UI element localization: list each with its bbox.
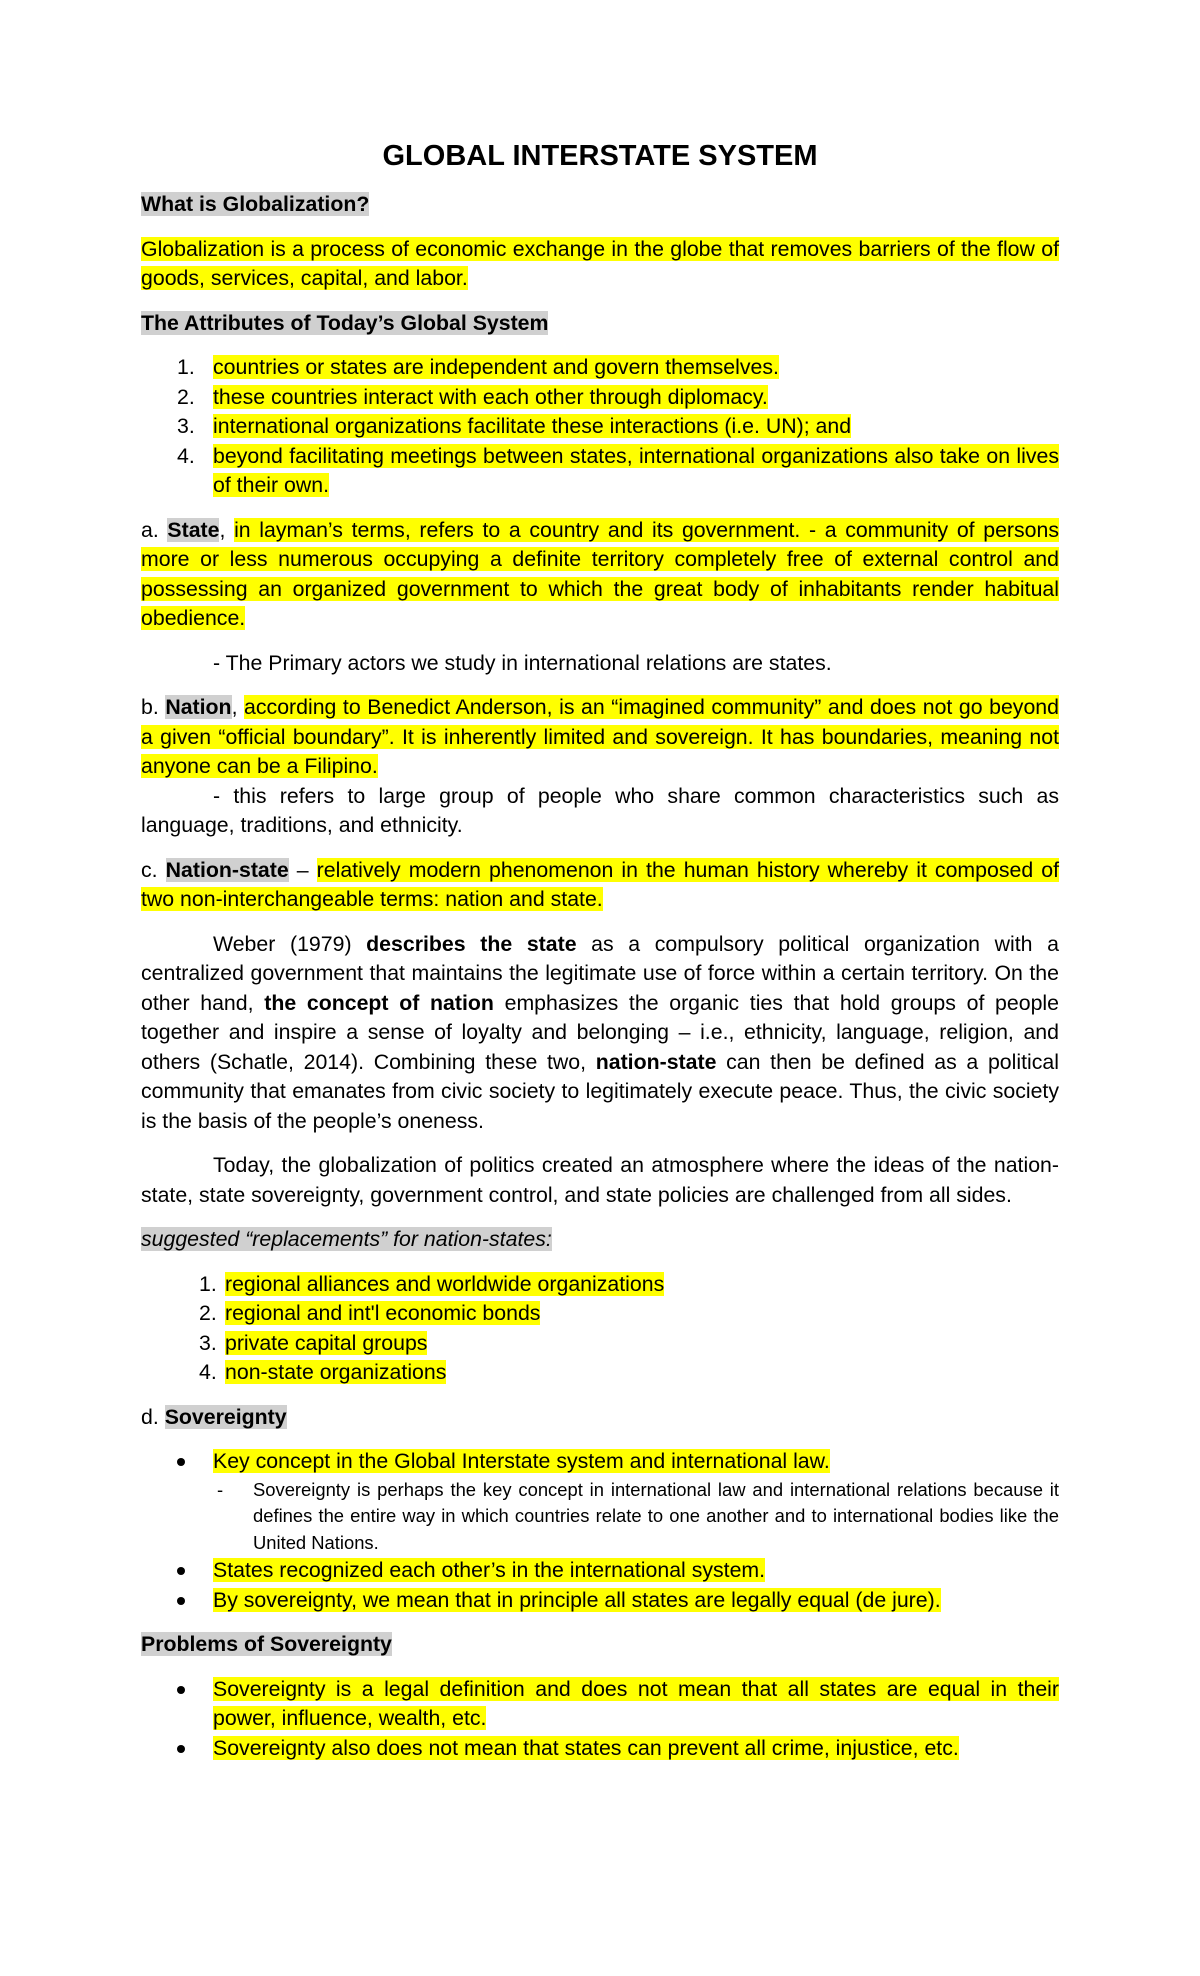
sovereignty-sub-item: - Sovereignty is perhaps the key concept in international law and international relations because it defines the entire way in which countries relate to one another and to international bodies like the United Nations. [217,1478,1059,1553]
list-item: 2. these countries interact with each other through diplomacy. [177,384,768,409]
section-heading-problems: Problems of Sovereignty [141,1632,392,1656]
sovereignty-list [141,1447,1059,1477]
list-item: 4. non-state organizations [199,1360,447,1384]
term-sovereignty: Sovereignty [164,1404,287,1429]
list-item: Sovereignty is a legal definition and does not mean that all states are equal in their power, influence, wealth, etc. [141,1675,1059,1734]
today-paragraph: Today, the globalization of politics created an atmosphere where the ideas of the nation-state, state sovereignty, government control, and state policies are challenged from all sides. [141,1153,1059,1207]
term-nation-state: Nation-state [165,857,289,882]
section-heading-globalization: What is Globalization? [141,192,370,216]
nation-state-definition: c. Nation-state – relatively modern phenomenon in the human history whereby it composed of two non-interchangeable terms: nation and state. [141,857,1059,911]
list-item: 3. private capital groups [199,1330,428,1355]
list-item: 3. international organizations facilitate these interactions (i.e. UN); and [177,414,852,438]
sovereignty-list-continued [141,1556,1059,1615]
bullet-icon [177,1686,185,1694]
list-item: Sovereignty also does not mean that states can prevent all crime, injustice, etc. [141,1734,1059,1764]
bullet-icon [177,1567,185,1575]
list-item: 1. countries or states are independent and govern themselves. [177,355,779,379]
list-item: By sovereignty, we mean that in principle all states are legally equal (de jure). [141,1586,1059,1616]
sovereignty-heading: d. Sovereignty [141,1404,287,1429]
list-item: States recognized each other’s in the international system. [141,1556,1059,1586]
weber-paragraph: Weber (1979) describes the state as a compulsory political organization with a centralized government that maintains the legitimate use of force within a certain territory. On the other hand, the concept of nation emphasizes the organic ties that hold groups of people together and inspire a sense of loyalty and belonging – i.e., ethnicity, language, religion, and others (Schatle, 2014). Combining these two, nation-state can then be defined as a political community that emanates from civic society to legitimately execute peace. Thus, the civic society is the basis of the people’s oneness. [141,931,1060,1133]
replacements-list [141,1270,1059,1388]
nation-note: - this refers to large group of people who share common characteristics such as language, traditions, and ethnicity. [141,783,1059,837]
term-state: State [167,517,220,542]
state-note: - The Primary actors we study in international relations are states. [213,650,832,675]
bullet-icon [177,1745,185,1753]
state-definition: a. State, in layman’s terms, refers to a country and its government. - a community of persons more or less numerous occupying a definite territory completely free of external control and possessing an organized government to which the great body of inhabitants render habitual obedience. [141,517,1059,630]
page-title: GLOBAL INTERSTATE SYSTEM [382,140,818,172]
term-nation: Nation [165,695,232,719]
nation-definition: b. Nation, according to Benedict Anderson, is an “imagined community” and does not go beyond a given “official boundary”. It is inherently limited and sovereign. It has boundaries, meaning not anyone can be a Filipino. [141,695,1059,778]
globalization-definition: Globalization is a process of economic exchange in the globe that removes barriers of the flow of goods, services, capital, and labor. [141,236,1059,290]
problems-list [141,1675,1059,1764]
list-item: 4. beyond facilitating meetings between states, international organizations also take on lives of their own. [177,443,1059,497]
bullet-icon [177,1458,185,1466]
section-heading-attributes: The Attributes of Today’s Global System [141,310,549,335]
list-item: Key concept in the Global Interstate system and international law. [141,1447,1059,1477]
section-heading-replacements: suggested “replacements” for nation-states: [141,1227,552,1251]
dash-marker: - [217,1478,224,1500]
bullet-icon [177,1597,185,1605]
attributes-list [141,353,1059,501]
list-item: 2. regional and int'l economic bonds [199,1301,541,1325]
list-item: 1. regional alliances and worldwide organizations [199,1271,665,1296]
